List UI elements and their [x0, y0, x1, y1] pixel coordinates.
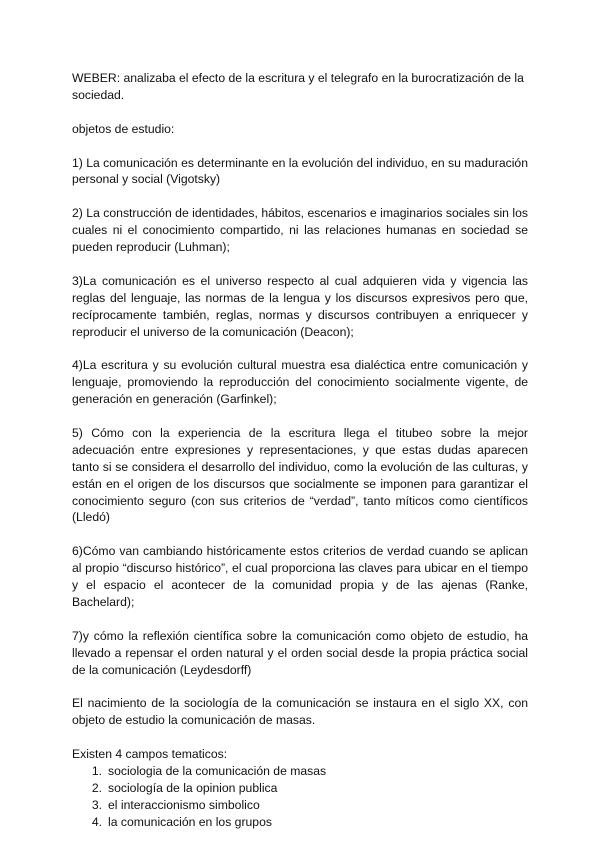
objeto-paragraph-1: 1) La comunicación es determinante en la evolución del individuo, en su maduración personal y social (Vigotsky) — [72, 155, 528, 187]
list-item-text: el interaccionismo simbolico — [108, 797, 260, 812]
objeto-paragraph-3: 3)La comunicación es el universo respecto al cual adquieren vida y vigencia las reglas del lenguaje, las normas de la lengua y los discursos expresivos pero que, recíprocamente también, reglas, normas y discursos contribuyen a enriquecer y reproducir el universo de la comunicación (Deacon); — [72, 273, 528, 339]
objeto-paragraph-6: 6)Cómo van cambiando históricamente estos criterios de verdad cuando se aplican al propio “discurso histórico”, el cual proporciona las claves para ubicar en el tiempo y el espacio el acontecer de la comunidad propia y de las ajenas (Ranke, Bachelard); — [72, 544, 528, 609]
weber-paragraph: WEBER: analizaba el efecto de la escritura y el telegrafo en la burocratización de la sociedad. — [72, 71, 524, 102]
objeto-paragraph-2: 2) La construcción de identidades, hábitos, escenarios e imaginarios sociales sin los cuales ni el conocimiento compartido, ni las relaciones humanas en sociedad se pueden reproducir (Luhman); — [72, 206, 528, 255]
list-item-text: sociologia de la comunicación de masas — [108, 764, 327, 778]
list-item-number: 1. — [91, 764, 102, 778]
list-item-text: la comunicación en los grupos — [108, 814, 272, 829]
document-page — [72, 70, 528, 831]
list-item-text: sociología de la opinion publica — [108, 780, 278, 795]
list-item — [72, 763, 528, 780]
nacimiento-paragraph: El nacimiento de la sociología de la comunicación se instaura en el siglo XX, con objeto de estudio la comunicación de masas. — [72, 696, 528, 728]
list-item-number: 4. — [91, 814, 102, 829]
list-item-number: 2. — [91, 780, 102, 795]
campos-intro: Existen 4 campos tematicos: — [72, 747, 228, 762]
list-item — [72, 814, 528, 831]
objeto-paragraph-4: 4)La escritura y su evolución cultural muestra esa dialéctica entre comunicación y lenguaje, promoviendo la reproducción del conocimiento socialmente vigente, de generación en generación (Garfinkel); — [72, 358, 528, 407]
list-item — [72, 780, 528, 797]
campos-list — [72, 763, 528, 831]
list-item-number: 3. — [91, 797, 102, 812]
objeto-paragraph-5: 5) Cómo con la experiencia de la escritura llega el titubeo sobre la mejor adecuación entre expresiones y representaciones, y que estas dudas aparecen tanto si se considera el desarrollo del individuo, como la evolución de las culturas, y están en el origen de los discursos que socialmente se imponen para garantizar el conocimiento seguro (con sus criterios de “verdad”, tanto míticos como científicos (Lledó) — [72, 425, 528, 525]
list-item — [72, 797, 528, 814]
objeto-paragraph-7: 7)y cómo la reflexión científica sobre la comunicación como objeto de estudio, ha llevado a repensar el orden natural y el orden social desde la propia práctica social de la comunicación (Leydesdorff) — [72, 628, 528, 677]
objetos-heading: objetos de estudio: — [72, 121, 175, 136]
